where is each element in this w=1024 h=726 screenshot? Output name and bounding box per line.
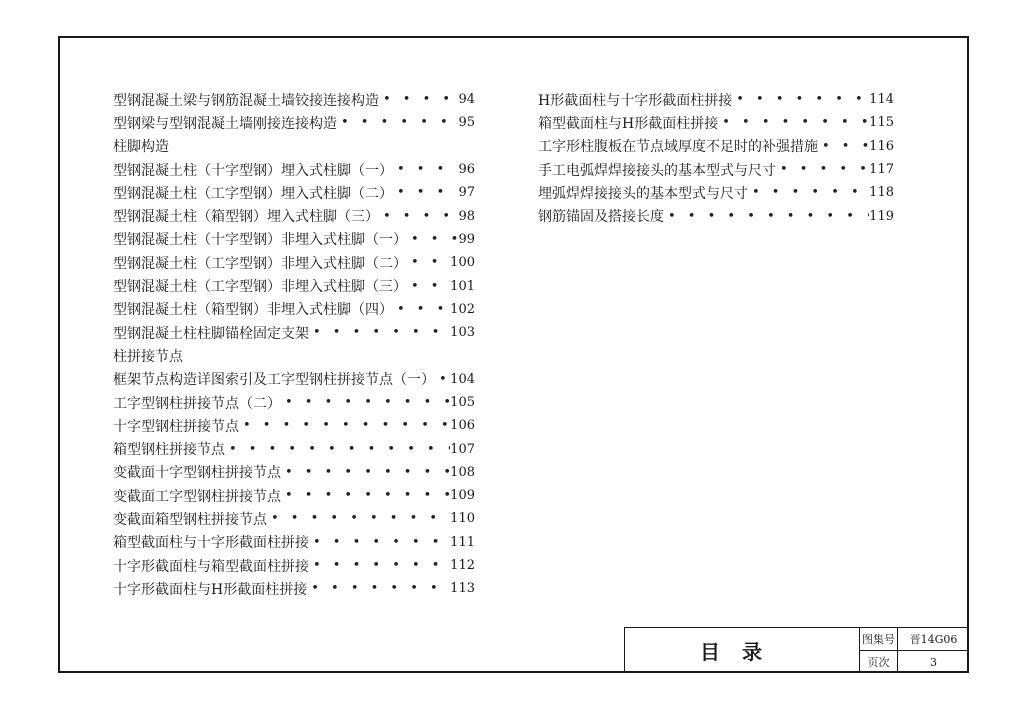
- toc-page-number: 111: [450, 534, 475, 550]
- toc-entry-title: 型钢混凝土柱（工字型钢）埋入式柱脚（二）: [113, 185, 393, 202]
- toc-entry: [113, 321, 475, 344]
- toc-leader-dots: [776, 162, 869, 177]
- toc-page-number: 106: [450, 418, 475, 434]
- toc-entry-title: 箱型截面柱与H形截面柱拼接: [538, 115, 719, 132]
- toc-page-number: 117: [869, 162, 894, 178]
- toc-left-column: [113, 88, 475, 601]
- toc-leader-dots: [748, 185, 869, 200]
- toc-entry: [113, 368, 475, 391]
- toc-entry: [538, 135, 894, 158]
- toc-leader-dots: [732, 92, 869, 107]
- toc-leader-dots: [379, 92, 458, 107]
- toc-leader-dots: [393, 185, 458, 200]
- toc-page-number: 97: [458, 185, 475, 201]
- toc-entry-title: 十字型钢柱拼接节点: [113, 418, 239, 435]
- toc-leader-dots: [718, 115, 869, 130]
- toc-page-number: 104: [450, 371, 475, 387]
- toc-leader-dots: [267, 511, 450, 526]
- toc-entry-title: 埋弧焊焊接接头的基本型式与尺寸: [538, 185, 748, 202]
- toc-entry: [113, 531, 475, 554]
- toc-entry: [538, 111, 894, 134]
- toc-entry: [113, 507, 475, 530]
- toc-section-heading: [113, 135, 475, 158]
- toc-page-number: 119: [869, 208, 894, 224]
- toc-leader-dots: [309, 558, 450, 573]
- toc-entry-title: 型钢混凝土柱（箱型钢）非埋入式柱脚（四）: [113, 302, 393, 319]
- page-number-label: 页次: [859, 650, 897, 673]
- toc-page-number: 94: [458, 92, 475, 108]
- toc-entry-title: 型钢混凝土梁与钢筋混凝土墙铰接连接构造: [113, 92, 379, 109]
- toc-page-number: 95: [458, 115, 475, 131]
- toc-entry: [113, 204, 475, 227]
- toc-leader-dots: [281, 488, 450, 503]
- toc-page-number: 100: [450, 255, 475, 271]
- toc-entry: [113, 577, 475, 600]
- toc-leader-dots: [407, 255, 450, 270]
- toc-entry: [113, 554, 475, 577]
- toc-page-number: 113: [450, 581, 475, 597]
- toc-page-number: 107: [450, 441, 475, 457]
- toc-entry-title: 工字形柱腹板在节点域厚度不足时的补强措施: [538, 139, 818, 156]
- toc-entry-title: 十字形截面柱与H形截面柱拼接: [113, 581, 308, 598]
- toc-entry-title: 型钢混凝土柱（工字型钢）非埋入式柱脚（二）: [113, 255, 407, 272]
- toc-leader-dots: [664, 209, 869, 224]
- toc-leader-dots: [281, 395, 450, 410]
- document-title: 目录: [700, 640, 784, 664]
- toc-entry-title: 钢筋锚固及搭接长度: [538, 209, 664, 226]
- toc-page-number: 103: [450, 325, 475, 341]
- atlas-number-label: 图集号: [859, 628, 897, 650]
- toc-entry: [113, 181, 475, 204]
- toc-entry: [113, 461, 475, 484]
- toc-entry-title: 型钢混凝土柱（箱型钢）埋入式柱脚（三）: [113, 209, 379, 226]
- toc-page-number: 102: [450, 301, 475, 317]
- toc-leader-dots: [239, 418, 450, 433]
- toc-entry: [113, 158, 475, 181]
- toc-page-number: 105: [450, 395, 475, 410]
- toc-page-number: 98: [458, 208, 475, 224]
- toc-entry-title: 变截面箱型钢柱拼接节点: [113, 511, 267, 528]
- toc-page-number: 115: [869, 115, 894, 131]
- toc-section-heading: [113, 344, 475, 367]
- toc-entry: [113, 274, 475, 297]
- toc-entry-title: 变截面工字型钢柱拼接节点: [113, 488, 281, 505]
- toc-page-number: 101: [450, 278, 475, 294]
- toc-entry-title: 柱脚构造: [113, 139, 169, 156]
- toc-entry-title: 箱型钢柱拼接节点: [113, 442, 225, 459]
- toc-entry-title: 型钢混凝土柱柱脚锚栓固定支架: [113, 325, 309, 342]
- toc-entry: [113, 484, 475, 507]
- toc-leader-dots: [393, 162, 458, 177]
- toc-page-number: 108: [450, 464, 475, 480]
- toc-entry: [113, 391, 475, 414]
- toc-entry: [538, 158, 894, 181]
- toc-leader-dots: [435, 372, 450, 387]
- toc-entry-title: 工字型钢柱拼接节点（二）: [113, 395, 281, 412]
- toc-entry-title: 柱拼接节点: [113, 348, 183, 365]
- toc-page-number: 110: [450, 511, 475, 527]
- toc-entry: [538, 181, 894, 204]
- toc-entry-title: 型钢混凝土柱（十字型钢）非埋入式柱脚（一）: [113, 232, 407, 249]
- toc-entry: [113, 251, 475, 274]
- toc-leader-dots: [337, 115, 458, 130]
- toc-entry-title: 箱型截面柱与十字形截面柱拼接: [113, 535, 309, 552]
- toc-leader-dots: [407, 232, 458, 247]
- page-number-value: 3: [897, 650, 969, 673]
- toc-entry-title: 型钢混凝土柱（十字型钢）埋入式柱脚（一）: [113, 162, 393, 179]
- toc-entry: [538, 88, 894, 111]
- toc-leader-dots: [407, 279, 450, 294]
- toc-entry: [113, 414, 475, 437]
- toc-entry: [538, 204, 894, 227]
- toc-entry-title: 型钢梁与型钢混凝土墙刚接连接构造: [113, 115, 337, 132]
- toc-leader-dots: [307, 581, 450, 596]
- toc-entry: [113, 228, 475, 251]
- toc-page-number: 109: [450, 488, 475, 504]
- toc-leader-dots: [281, 465, 450, 480]
- atlas-number-value: 晋14G06: [897, 628, 969, 650]
- toc-page-number: 96: [458, 162, 475, 178]
- toc-leader-dots: [818, 139, 869, 154]
- toc-entry: [113, 298, 475, 321]
- toc-entry: [113, 437, 475, 460]
- toc-page-number: 112: [450, 558, 475, 574]
- toc-leader-dots: [379, 209, 458, 224]
- toc-page-number: 116: [869, 138, 894, 154]
- toc-entry-title: 框架节点构造详图索引及工字型钢柱拼接节点（一）: [113, 372, 435, 389]
- toc-page-number: 118: [869, 185, 894, 201]
- toc-leader-dots: [393, 302, 450, 317]
- toc-entry-title: 变截面十字型钢柱拼接节点: [113, 465, 281, 482]
- toc-leader-dots: [309, 325, 450, 340]
- toc-entry-title: 型钢混凝土柱（工字型钢）非埋入式柱脚（三）: [113, 279, 407, 296]
- toc-right-column: [538, 88, 894, 228]
- toc-page-number: 114: [869, 92, 894, 108]
- toc-leader-dots: [309, 535, 450, 550]
- toc-entry-title: H形截面柱与十字形截面柱拼接: [538, 92, 733, 109]
- toc-leader-dots: [225, 442, 450, 457]
- toc-entry-title: 手工电弧焊焊接接头的基本型式与尺寸: [538, 162, 776, 179]
- toc-entry: [113, 88, 475, 111]
- toc-entry: [113, 111, 475, 134]
- toc-page-number: 99: [458, 231, 475, 247]
- toc-entry-title: 十字形截面柱与箱型截面柱拼接: [113, 558, 309, 575]
- title-block: [624, 627, 969, 673]
